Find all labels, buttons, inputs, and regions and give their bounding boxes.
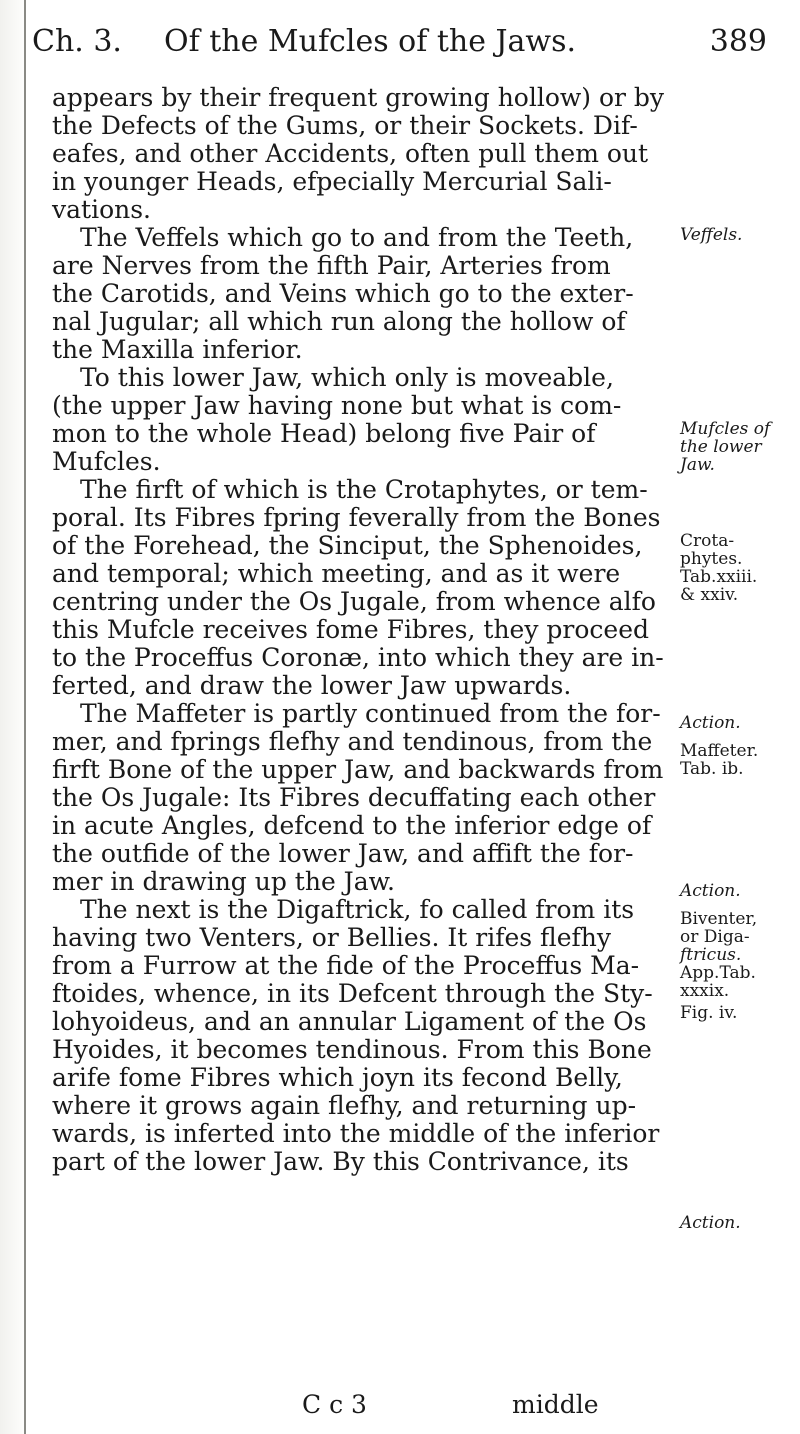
text-line: from a Furrow at the fide of the Proceffus Ma-	[52, 951, 640, 980]
text-line: firft Bone of the upper Jaw, and backwards from	[52, 755, 664, 784]
chapter-label: Ch. 3.	[32, 24, 122, 59]
text-line: eafes, and other Accidents, often pull them out	[52, 139, 649, 168]
text-line: poral. Its Fibres fpring feverally from the Bones	[52, 503, 661, 532]
margin-note: xxxix.	[680, 981, 730, 1001]
margin-note: phytes.	[680, 549, 743, 569]
text-line: appears by their frequent growing hollow) or by	[52, 83, 665, 112]
text-line: The Veffels which go to and from the Teeth,	[80, 223, 634, 252]
text-line: the outfide of the lower Jaw, and affift the for-	[52, 839, 634, 868]
text-line: where it grows again flefhy, and returning up-	[52, 1091, 637, 1120]
text-line: The firft of which is the Crotaphytes, or tem-	[80, 475, 648, 504]
text-line: To this lower Jaw, which only is moveable,	[80, 363, 614, 392]
margin-note: ftricus.	[680, 945, 742, 965]
text-line: mer in drawing up the Jaw.	[52, 867, 395, 896]
text-line: nal Jugular; all which run along the hollow of	[52, 307, 626, 336]
margin-note: Tab. ib.	[680, 759, 744, 779]
text-line: vations.	[52, 195, 151, 224]
text-line: arife fome Fibres which joyn its fecond Belly,	[52, 1063, 623, 1092]
margin-note: Fig. iv.	[680, 1003, 738, 1023]
text-line: lohyoideus, and an annular Ligament of the Os	[52, 1007, 647, 1036]
text-line: centring under the Os Jugale, from whence alfo	[52, 587, 656, 616]
text-line: ftoides, whence, in its Defcent through the Sty-	[52, 979, 653, 1008]
margin-note: App.Tab.	[680, 963, 756, 983]
text-line: the Carotids, and Veins which go to the exter-	[52, 279, 634, 308]
margin-note: Action.	[680, 713, 741, 733]
margin-note: Tab.xxiii.	[680, 567, 758, 587]
signature-mark: C c 3	[302, 1390, 367, 1419]
text-line: the Defects of the Gums, or their Sockets. Dif-	[52, 111, 638, 140]
text-line: part of the lower Jaw. By this Contrivance, its	[52, 1147, 629, 1176]
running-header	[32, 16, 767, 66]
text-line: (the upper Jaw having none but what is com-	[52, 391, 622, 420]
text-line: mon to the whole Head) belong five Pair of	[52, 419, 596, 448]
text-line: The next is the Digaftrick, fo called from its	[80, 895, 635, 924]
text-line: in acute Angles, defcend to the inferior edge of	[52, 811, 652, 840]
text-line: this Mufcle receives fome Fibres, they proceed	[52, 615, 650, 644]
text-line: wards, is inferted into the middle of the inferior	[52, 1119, 660, 1148]
text-line: mer, and fprings flefhy and tendinous, from the	[52, 727, 653, 756]
text-line: ferted, and draw the lower Jaw upwards.	[52, 671, 572, 700]
running-title: Of the Mufcles of the Jaws.	[164, 24, 577, 59]
text-line: having two Venters, or Bellies. It rifes flefhy	[52, 923, 611, 952]
text-line: in younger Heads, efpecially Mercurial Sali-	[52, 167, 612, 196]
text-line: the Os Jugale: Its Fibres decuffating each other	[52, 783, 656, 812]
text-line: the Maxilla inferior.	[52, 335, 303, 364]
signature-line	[52, 1390, 672, 1420]
margin-note: Crota-	[680, 531, 735, 551]
text-line: Mufcles.	[52, 447, 161, 476]
margin-note: or Diga-	[680, 927, 750, 947]
text-line: are Nerves from the fifth Pair, Arteries from	[52, 251, 611, 280]
text-line: and temporal; which meeting, and as it were	[52, 559, 621, 588]
margin-note: Veffels.	[680, 225, 743, 245]
margin-note: Maffeter.	[680, 741, 759, 761]
page-number: 389	[709, 24, 767, 59]
catchword: middle	[512, 1390, 599, 1419]
text-line: of the Forehead, the Sinciput, the Sphenoides,	[52, 531, 643, 560]
margin-note: & xxiv.	[680, 585, 739, 605]
margin-note: Jaw.	[680, 455, 715, 475]
text-line: to the Proceffus Coronæ, into which they are in-	[52, 643, 664, 672]
body-text	[52, 84, 672, 1176]
text-line: Hyoides, it becomes tendinous. From this Bone	[52, 1035, 652, 1064]
margin-note: the lower	[680, 437, 762, 457]
margin-note: Biventer,	[680, 909, 758, 929]
text-line: The Maffeter is partly continued from the for-	[80, 699, 661, 728]
margin-note: Mufcles of	[680, 419, 771, 439]
margin-note: Action.	[680, 1213, 741, 1233]
margin-note: Action.	[680, 881, 741, 901]
